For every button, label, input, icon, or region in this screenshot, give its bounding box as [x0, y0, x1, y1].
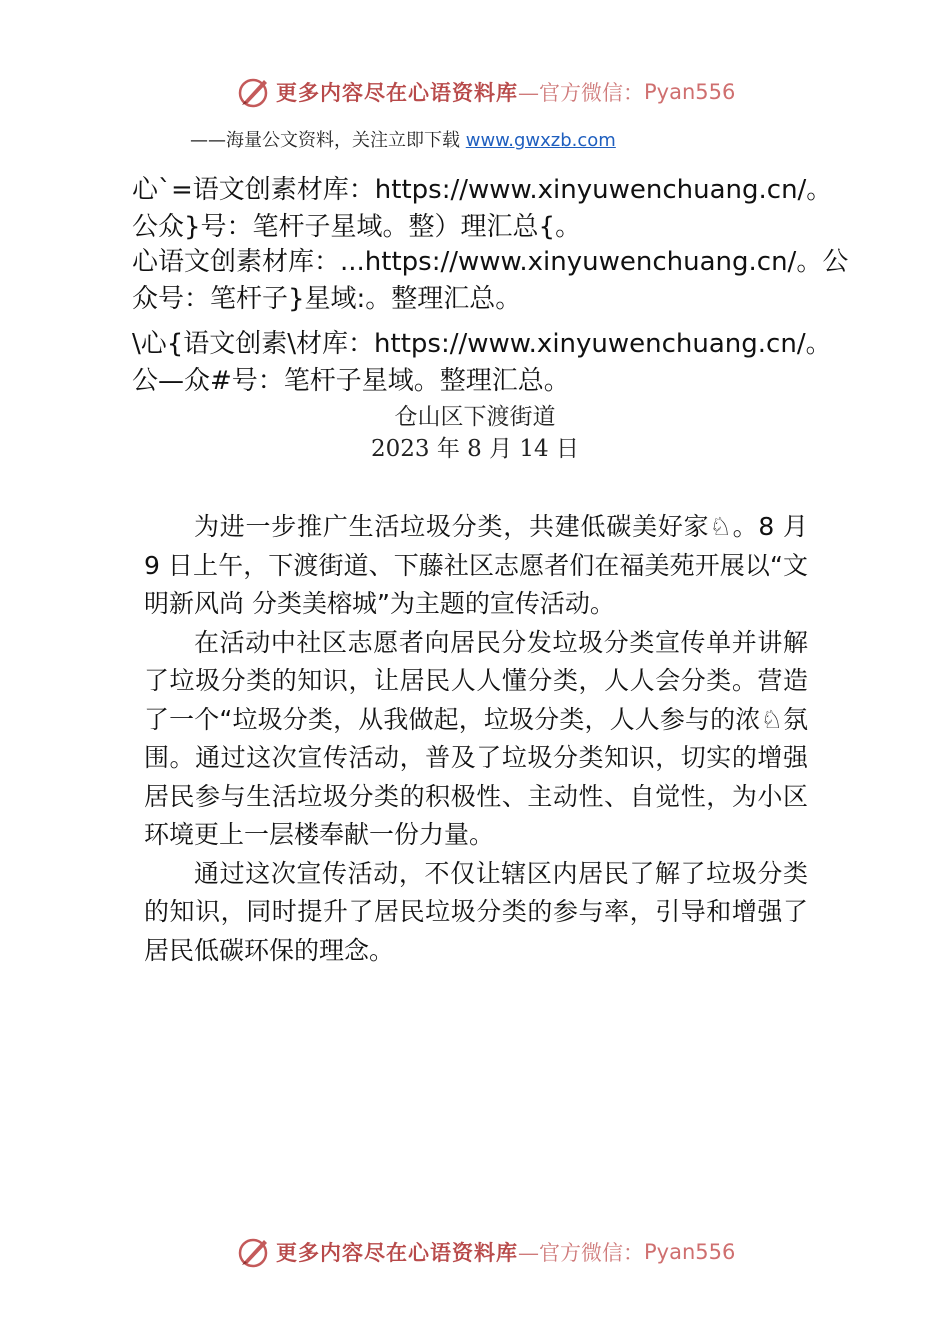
header-banner-title: 更多内容尽在心语资料库	[276, 80, 518, 105]
download-note	[190, 126, 616, 152]
document-date: 2023 年 8 月 14 日	[371, 436, 579, 462]
pen-logo-icon	[236, 74, 272, 110]
organization-name: 仓山区下渡街道	[394, 404, 556, 430]
watermark-line: 公—众#号：笔杆子星域。整理汇总。	[132, 366, 570, 396]
watermark-line: 公众}号：笔杆子星域。整）理汇总{。	[132, 212, 582, 242]
header-banner-label: —官方微信：	[518, 81, 644, 105]
watermark-line: 心`=语文创素材库：https://www.xinyuwenchuang.cn/。	[132, 175, 833, 205]
download-note-text: ——海量公文资料，关注立即下载	[190, 130, 466, 151]
watermark-line: 众号：笔杆子}星域:。整理汇总。	[132, 284, 522, 314]
body-paragraph-1: 为进一步推广生活垃圾分类，共建低碳美好家♘。8 月 9 日上午，下渡街道、下藤社区志愿者们在福美苑开展以“文明新风尚 分类美榕城”为主题的宣传活动。	[144, 512, 808, 618]
footer-banner	[236, 1232, 756, 1272]
footer-wechat-id: Pyan556	[644, 1240, 736, 1264]
watermark-line: 心语文创素材库：...https://www.xinyuwenchuang.cn/。公	[132, 247, 849, 277]
watermark-block-3	[132, 326, 844, 400]
footer-banner-label: —官方微信：	[518, 1241, 644, 1265]
body-paragraph-2: 在活动中社区志愿者向居民分发垃圾分类宣传单并讲解了垃圾分类的知识，让居民人人懂分类，人人会分类。营造了一个“垃圾分类，从我做起，垃圾分类，人人参与的浓♘氛围。通过这次宣传活动，普及了垃圾分类知识，切实的增强居民参与生活垃圾分类的积极性、主动性、自觉性，为小区环境更上一层楼奉献一份力量。	[144, 627, 808, 849]
download-link[interactable]: www.gwxzb.com	[465, 130, 616, 151]
header-wechat-id: Pyan556	[644, 80, 736, 104]
footer-banner-title: 更多内容尽在心语资料库	[276, 1240, 518, 1265]
watermark-block-2	[132, 244, 849, 318]
pen-logo-icon	[236, 1234, 272, 1270]
watermark-block-1	[132, 172, 844, 246]
body-paragraph-3: 通过这次宣传活动，不仅让辖区内居民了解了垃圾分类的知识，同时提升了居民垃圾分类的参与率，引导和增强了居民低碳环保的理念。	[144, 858, 808, 965]
watermark-line: \心{语文创素\材库：https://www.xinyuwenchuang.cn/。	[132, 329, 832, 359]
header-banner	[236, 72, 756, 112]
document-body	[144, 508, 808, 970]
